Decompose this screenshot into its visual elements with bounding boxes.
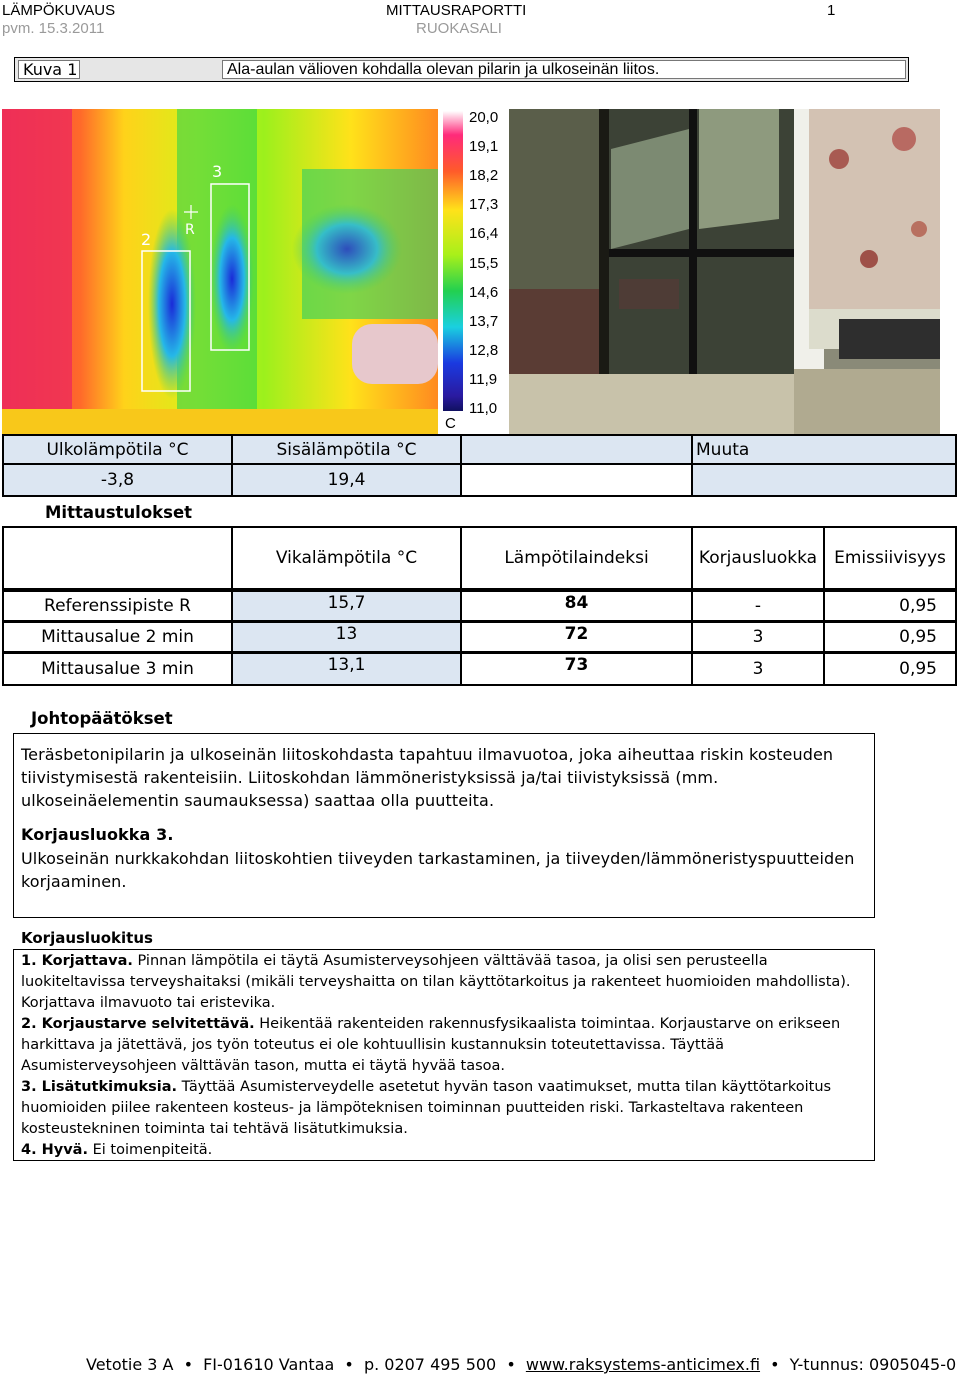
area-label-2: 2 <box>141 230 152 249</box>
scale-tick-label: 12,8 <box>469 341 499 359</box>
scale-tick-label: 11,0 <box>469 400 498 417</box>
conclusions-class-label: Korjausluokka 3. <box>21 825 174 844</box>
image-number: Kuva 1 <box>18 60 80 79</box>
indoor-temp-value: 19,4 <box>231 463 462 497</box>
classification-item-label: 2. Korjaustarve selvitettävä. <box>21 1016 255 1032</box>
room-name: RUOKASALI <box>416 20 502 37</box>
thermal-image <box>2 109 438 434</box>
result-defect-temp: 13,1 <box>231 652 462 686</box>
result-row-name: Mittausalue 2 min <box>2 621 233 653</box>
result-emissivity: 0,95 <box>823 652 957 686</box>
report-date: pvm. 15.3.2011 <box>2 20 105 37</box>
result-defect-temp: 15,7 <box>231 590 462 622</box>
classification-item-text: Heikentää rakenteiden rakennusfysikaalista toimintaa. Korjaustarve on erikseen harkittava ja jätettävä, jos työn toteutus ei ole kohtuullisin kustannuksin toteutettavissa. Täyttää Asumisterveysohjeen välttävän tason, mutta ei täytä hyvää tasoa. <box>21 1016 841 1074</box>
footer-business-id: Y-tunnus: 0905045-0 <box>789 1355 957 1374</box>
outdoor-temp-value: -3,8 <box>2 463 233 497</box>
classification-item-text: Ei toimenpiteitä. <box>87 1142 213 1158</box>
scale-tick-label: 14,6 <box>469 283 499 301</box>
other-header: Muuta <box>691 434 957 465</box>
footer-website-link[interactable]: www.raksystems-anticimex.fi <box>525 1355 761 1374</box>
result-repair-class: 3 <box>691 621 825 653</box>
scale-tick-label: 18,2 <box>469 167 499 185</box>
classification-item-text: Pinnan lämpötila ei täytä Asumisterveysohjeen välttävää tasoa, ja olisi sen perusteella luokiteltavissa terveyshaitaksi (mikäli terveyshaitta on tilan käyttötarkoitus ja rakenteet huomioiden mahdollista). Korjattava ilmavuoto tai eristevika. <box>21 953 851 1011</box>
result-repair-class: - <box>691 590 825 622</box>
caption-bar <box>14 57 909 82</box>
reference-label-r: R <box>185 222 195 238</box>
classification-item <box>21 951 871 1014</box>
outdoor-temp-header: Ulkolämpötila °C <box>2 434 233 465</box>
classification-item-label: 4. Hyvä. <box>21 1142 88 1158</box>
result-row-name: Referenssipiste R <box>2 590 233 622</box>
results-heading: Mittaustulokset <box>45 503 193 522</box>
classification-heading: Korjausluokitus <box>21 929 153 947</box>
conclusions-heading: Johtopäätökset <box>31 709 173 728</box>
classification-item-text: Täyttää Asumisterveydelle asetetut hyvän tason vaatimukset, mutta tilan käyttötarkoitus huomioiden piilee rakenteen kosteus- ja lämpöteknisen toiminnan puutteiden riski. Tarkasteltava rakenteen kosteustekninen toiminta tai tehtävä lisätutkimuksia. <box>21 1079 832 1137</box>
scale-unit: C <box>445 415 456 432</box>
classification-box <box>13 949 875 1161</box>
scale-tick-label: 13,7 <box>469 312 499 330</box>
other-value <box>691 463 957 497</box>
other-empty-1 <box>460 463 693 497</box>
column-defect-temp: Vikalämpötila °C <box>231 526 462 590</box>
scale-tick-label: 15,5 <box>469 254 499 272</box>
report-type: LÄMPÖKUVAUS <box>2 2 116 19</box>
column-repair-class: Korjausluokka <box>691 526 825 590</box>
classification-item <box>21 1077 871 1140</box>
scale-tick-label: 17,3 <box>469 196 499 214</box>
result-temp-index: 73 <box>460 652 693 686</box>
result-temp-index: 72 <box>460 621 693 653</box>
page-number: 1 <box>827 2 836 19</box>
other-spacer <box>460 434 693 465</box>
footer-city: FI-01610 Vantaa <box>203 1355 335 1374</box>
column-emissivity: Emissiivisyys <box>823 526 957 590</box>
classification-item <box>21 1140 871 1161</box>
scale-tick-label: 16,4 <box>469 225 499 243</box>
temperature-scale <box>441 109 507 434</box>
reference-photo <box>509 109 940 434</box>
image-caption: Ala-aulan välioven kohdalla olevan pilarin ja ulkoseinän liitos. <box>222 60 906 79</box>
column-temp-index: Lämpötilaindeksi <box>460 526 693 590</box>
classification-item <box>21 1014 871 1077</box>
area-label-3: 3 <box>212 162 223 181</box>
conclusions-text: Teräsbetonipilarin ja ulkoseinän liitoskohdasta tapahtuu ilmavuotoa, joka aiheuttaa riskin kosteuden tiivistymisestä rakenteisiin. Liitoskohdan lämmöneristyksissä ja/tai tiivistyksissä (mm. ulkoseinäelementin saumauksessa) saattaa olla puutteita. <box>21 745 834 810</box>
result-temp-index: 84 <box>460 590 693 622</box>
classification-item-label: 3. Lisätutkimuksia. <box>21 1079 178 1095</box>
scale-tick-label: 19,1 <box>469 138 499 156</box>
footer-phone: p. 0207 495 500 <box>363 1355 497 1374</box>
footer: Vetotie 3 A • FI-01610 Vantaa • p. 0207 495 500 • www.raksystems-anticimex.fi • Y-tunnus: 0905045-0 <box>86 1355 957 1374</box>
result-emissivity: 0,95 <box>823 621 957 653</box>
scale-tick-label: 11,9 <box>469 370 498 388</box>
result-repair-class: 3 <box>691 652 825 686</box>
scale-tick-label: 20,0 <box>469 109 499 126</box>
indoor-temp-header: Sisälämpötila °C <box>231 434 462 465</box>
result-emissivity: 0,95 <box>823 590 957 622</box>
conclusions-box <box>13 733 875 918</box>
report-title: MITTAUSRAPORTTI <box>386 2 527 19</box>
result-defect-temp: 13 <box>231 621 462 653</box>
classification-item-label: 1. Korjattava. <box>21 953 133 969</box>
footer-address: Vetotie 3 A <box>86 1355 174 1374</box>
conclusions-class-text: Ulkoseinän nurkkakohdan liitoskohtien tiiveyden tarkastaminen, ja tiiveyden/lämmöneristyspuutteiden korjaaminen. <box>21 849 855 891</box>
result-row-name: Mittausalue 3 min <box>2 652 233 686</box>
results-corner <box>2 526 233 590</box>
